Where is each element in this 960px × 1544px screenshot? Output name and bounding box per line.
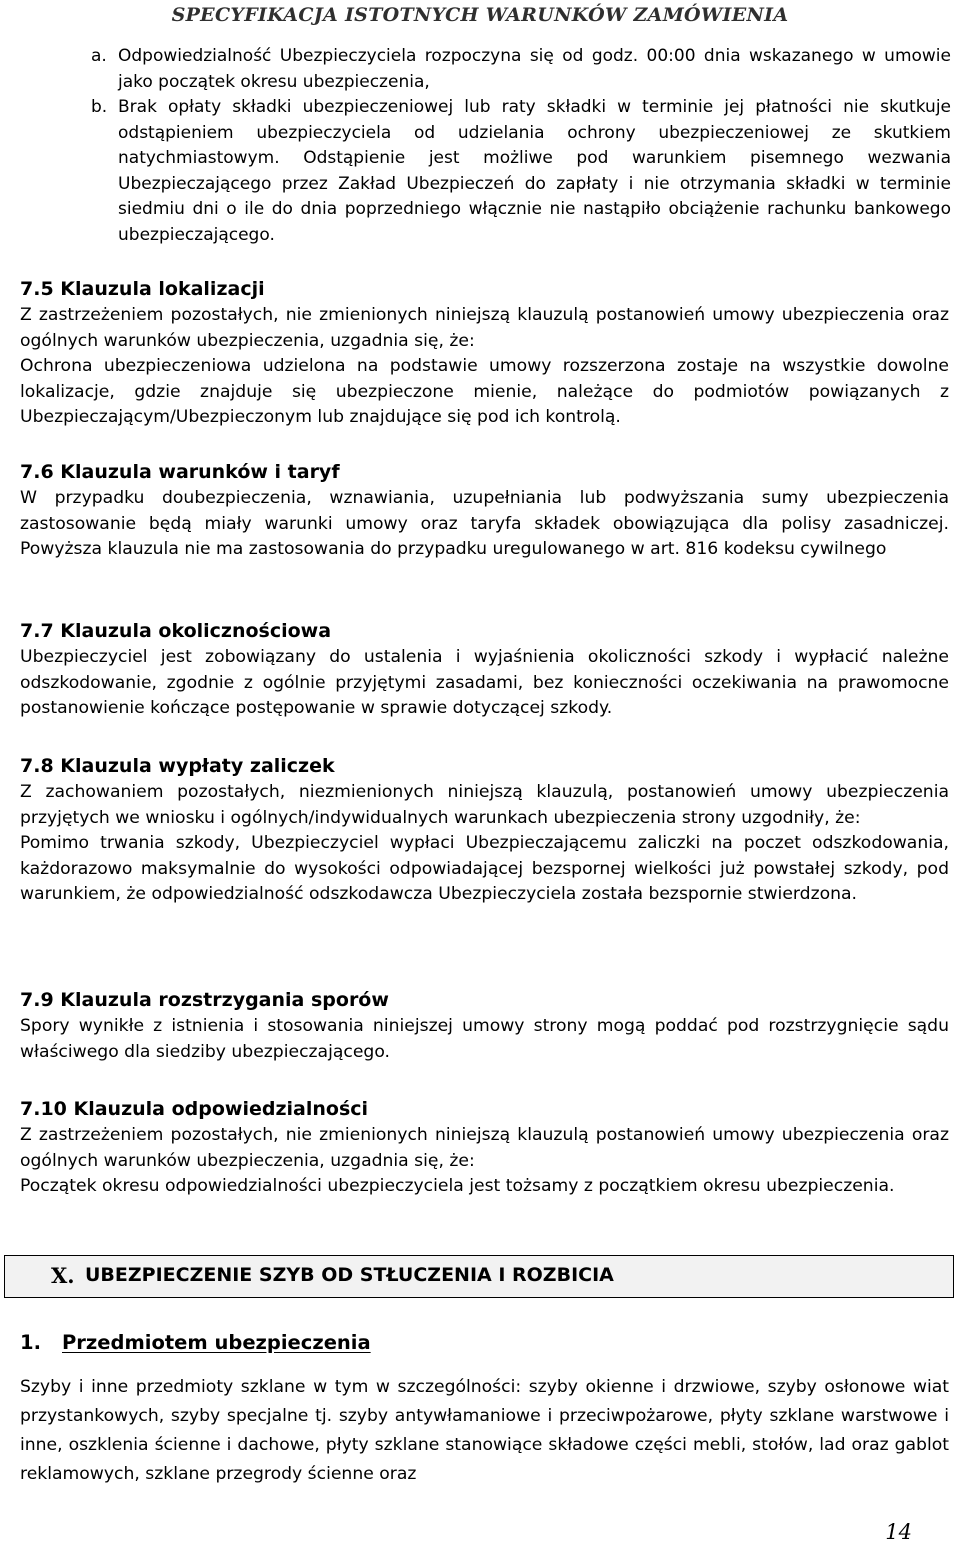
section-7-7 — [20, 618, 949, 722]
running-header: SPECYFIKACJA ISTOTNYCH WARUNKÓW ZAMÓWIENIA — [171, 4, 789, 26]
section-7-8 — [20, 753, 949, 908]
section-7-5 — [20, 276, 949, 431]
list-item-text: Brak opłaty składki ubezpieczeniowej lub raty składki w terminie jej płatności nie skutkuje odstąpieniem ubezpieczyciela od udzielania ochrony ubezpieczeniowej ze skutkiem natychmiastowym. Odstąpienie jest możliwe pod warunkiem pisemnego wezwania Ubezpieczającego przez Zakład Ubezpieczeń do zapłaty i nie otrzymania składki w terminie siedmiu dni o ile do dnia poprzedniego włącznie nie nastąpiło obciążenie rachunku bankowego ubezpieczającego. — [118, 97, 951, 245]
section-7-9 — [20, 987, 949, 1065]
section-heading: 7.9 Klauzula rozstrzygania sporów — [20, 989, 389, 1011]
section-body — [20, 486, 949, 563]
list-item-a — [91, 44, 951, 95]
section-body — [20, 645, 949, 722]
list-marker: a. — [91, 46, 107, 66]
paragraph: Z zastrzeżeniem pozostałych, nie zmienionych niniejszą klauzulą postanowień umowy ubezpieczenia oraz ogólnych warunków ubezpieczenia, uzgadnia się, że: — [20, 1125, 949, 1171]
paragraph: Ubezpieczyciel jest zobowiązany do ustalenia i wyjaśnienia okoliczności szkody i wypłacić należne odszkodowanie, zgodnie z ogólnie przyjętymi zasadami, bez konieczności oczekiwania na prawomocne postanowienie kończące postępowanie w sprawie dotyczącej szkody. — [20, 647, 949, 718]
paragraph: Pomimo trwania szkody, Ubezpieczyciel wypłaci Ubezpieczającemu zaliczki na poczet odszkodowania, każdorazowo maksymalnie do wysokości odpowiadającej bezspornej wielkości już powstałej szkody, pod warunkiem, że odpowiedzialność odszkodawcza Ubezpieczyciela została bezspornie stwierdzona. — [20, 833, 949, 904]
list-item-b — [91, 95, 951, 248]
paragraph: Z zastrzeżeniem pozostałych, nie zmienionych niniejszą klauzulą postanowień umowy ubezpieczenia oraz ogólnych warunków ubezpieczenia, uzgadnia się, że: — [20, 305, 949, 351]
paragraph: Spory wynikłe z istnienia i stosowania niniejszej umowy strony mogą poddać pod rozstrzygnięcie sądu właściwego dla siedziby ubezpieczającego. — [20, 1016, 949, 1062]
paragraph: Z zachowaniem pozostałych, niezmienionych niniejszą klauzulą, postanowień umowy ubezpieczenia przyjętych we wniosku i ogólnych/indywidualnych warunkach ubezpieczenia strony uzgodniły, że: — [20, 782, 949, 828]
paragraph: Początek okresu odpowiedzialności ubezpieczyciela jest tożsamy z początkiem okresu ubezpieczenia. — [20, 1176, 895, 1196]
chapter-numeral: X. — [51, 1263, 75, 1288]
list-item-text: Odpowiedzialność Ubezpieczyciela rozpoczyna się od godz. 00:00 dnia wskazanego w umowie jako początek okresu ubezpieczenia, — [118, 46, 951, 92]
section-body — [20, 780, 949, 908]
section-body — [20, 1123, 949, 1200]
page-number: 14 — [885, 1520, 912, 1544]
section-7-10 — [20, 1096, 949, 1200]
section-heading: 7.7 Klauzula okolicznościowa — [20, 620, 332, 642]
paragraph: W przypadku doubezpieczenia, wznawiania, uzupełniania lub podwyższania sumy ubezpieczenia zastosowanie będą miały warunki umowy oraz taryfa składek obowiązująca dla polisy zasadniczej. Powyższa klauzula nie ma zastosowania do przypadku uregulowanego w art. 816 kodeksu cywilnego — [20, 488, 949, 559]
subsection-number: 1. — [20, 1331, 41, 1354]
subsection-heading — [20, 1331, 371, 1354]
section-heading: 7.6 Klauzula warunków i taryf — [20, 461, 340, 483]
chapter-header-box — [4, 1255, 954, 1298]
subsection-body — [20, 1373, 949, 1489]
section-body — [20, 1014, 949, 1065]
subsection-title: Przedmiotem ubezpieczenia — [62, 1331, 371, 1354]
section-heading: 7.10 Klauzula odpowiedzialności — [20, 1098, 369, 1120]
section-heading: 7.5 Klauzula lokalizacji — [20, 278, 265, 300]
list-marker: b. — [91, 97, 108, 117]
chapter-title: UBEZPIECZENIE SZYB OD STŁUCZENIA I ROZBICIA — [85, 1264, 614, 1286]
paragraph: Ochrona ubezpieczeniowa udzielona na podstawie umowy rozszerzona zostaje na wszystkie dowolne lokalizacje, gdzie znajduje się ubezpieczone mienie, należące do podmiotów powiązanych z Ubezpieczającym/Ubezpieczonym lub znajdujące się pod ich kontrolą. — [20, 356, 949, 427]
section-body — [20, 303, 949, 431]
section-7-6 — [20, 459, 949, 563]
paragraph: Szyby i inne przedmioty szklane w tym w szczególności: szyby okienne i drzwiowe, szyby osłonowe wiat przystankowych, szyby specjalne tj. szyby antywłamaniowe i przeciwpożarowe, płyty szklane warstwowe i inne, oszklenia ścienne i dachowe, płyty szklane stanowiące składowe części mebli, stołów, lad oraz gablot reklamowych, szklane przegrody ścienne oraz — [20, 1377, 949, 1484]
section-heading: 7.8 Klauzula wypłaty zaliczek — [20, 755, 335, 777]
